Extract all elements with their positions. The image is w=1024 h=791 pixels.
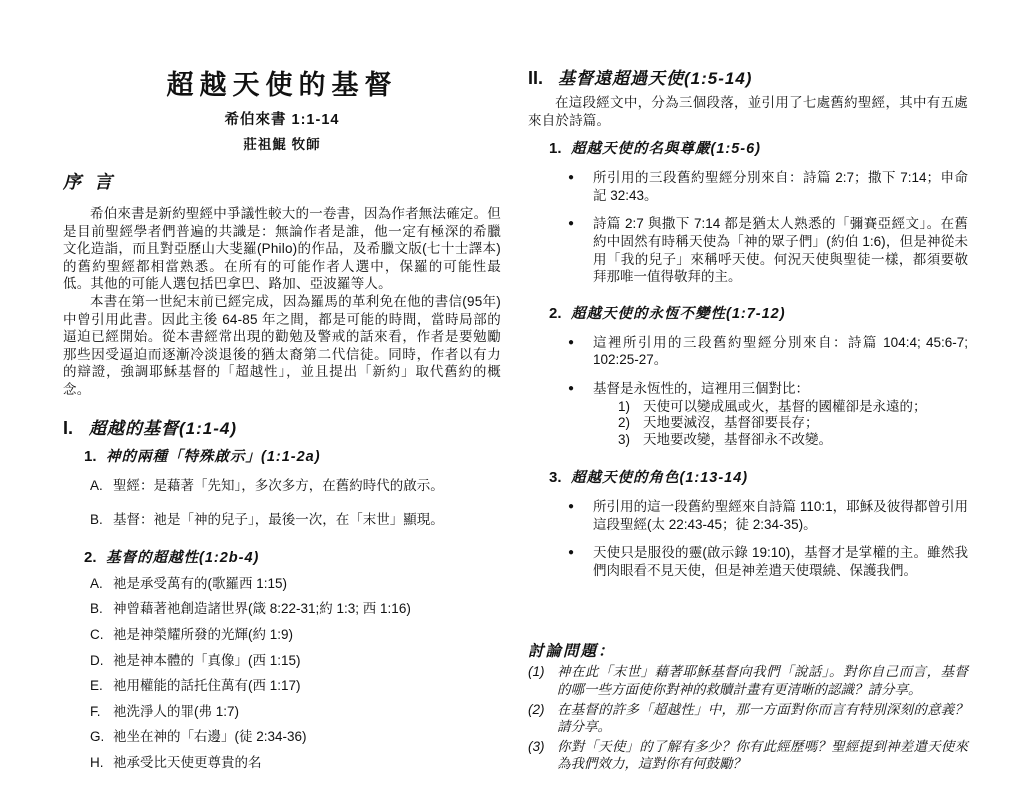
item-label: A. bbox=[90, 575, 103, 591]
subsection-1-1-number: 1. bbox=[84, 447, 97, 465]
subsection-2-3-title: 超越天使的角色(1:13-14) bbox=[571, 470, 749, 487]
question-label: (1) bbox=[528, 664, 545, 680]
list-item bbox=[90, 511, 501, 529]
discussion-heading: 討論問題： bbox=[528, 643, 616, 661]
section-1-number: I. bbox=[63, 417, 74, 438]
item-text: 祂洗淨人的罪(弗 1:7) bbox=[113, 703, 240, 719]
list-item bbox=[90, 652, 501, 670]
left-column bbox=[63, 70, 501, 772]
bullet-point bbox=[568, 334, 968, 369]
list-item bbox=[90, 575, 501, 593]
item-label: C. bbox=[90, 626, 104, 642]
list-item bbox=[90, 728, 501, 746]
bullet-text: 這裡所引用的三段舊約聖經分別來自：詩篇 104:4; 45:6-7; 102:25-27。 bbox=[593, 334, 968, 368]
bullet-icon: ● bbox=[568, 547, 575, 559]
contrast-item bbox=[618, 399, 968, 416]
subsection-2-2-number: 2. bbox=[549, 304, 562, 322]
section-1-title: 超越的基督(1:1-4) bbox=[89, 418, 238, 438]
item-label: E. bbox=[90, 678, 103, 694]
page-title: 超越天使的基督 bbox=[166, 70, 398, 100]
question-label: (3) bbox=[528, 738, 545, 754]
bullet-text: 所引用的三段舊約聖經分別來自：詩篇 2:7；撒下 7:14；申命記 32:43。 bbox=[593, 170, 968, 203]
discussion-question bbox=[528, 701, 968, 736]
contrast-label: 1) bbox=[618, 398, 631, 414]
bullet-body bbox=[593, 380, 968, 448]
bullet-text: 天使只是服役的靈(啟示錄 19:10)，基督才是掌權的主。雖然我們肉眼看不見天使，但是神差遣天使環繞、保護我們。 bbox=[593, 545, 968, 578]
bullet-icon: ● bbox=[568, 218, 575, 230]
item-label: D. bbox=[90, 652, 104, 668]
item-text: 祂是承受萬有的(歌羅西 1:15) bbox=[113, 575, 288, 591]
list-item bbox=[90, 626, 501, 644]
bullet-text: 基督是永恆性的，這裡用三個對比： bbox=[593, 380, 809, 396]
discussion-section bbox=[528, 639, 968, 773]
subsection-1-1-title: 神的兩種「特殊啟示」(1:1-2a) bbox=[106, 448, 321, 465]
item-text: 祂是神本體的「真像」(西 1:15) bbox=[113, 652, 301, 668]
list-item bbox=[90, 477, 501, 495]
preface-paragraph: 希伯來書是新約聖經中爭議性較大的一卷書，因為作者無法確定。但是目前聖經學者們普遍的共識是：無論作者是誰，他一定有極深的希臘文化造詣，而且對亞歷山大斐羅(Philo)的作品，及希臘文版(七十士譯本)的舊約聖經都相當熟悉。在所有的可能作者人選中，保羅的可能性最低。其他的可能人選包括巴拿巴、路加、亞波羅等人。 bbox=[63, 206, 501, 292]
bullet-text: 詩篇 2:7 與撒下 7:14 都是猶太人熟悉的「彌賽亞經文」。在舊約中固然有時稱天使為「神的眾子們」(約伯 1:6)，但是神從未用「我的兒子」來稱呼天使。何況天使與聖徒一樣，都須要敬拜那唯一值得敬拜的主。 bbox=[593, 216, 968, 285]
bullet-text: 所引用的這一段舊約聖經來自詩篇 110:1，耶穌及彼得都曾引用這段聖經(太 22:43-45；徒 2:34-35)。 bbox=[593, 499, 968, 532]
right-column bbox=[528, 64, 968, 773]
question-text: 在基督的許多「超越性」中，那一方面對你而言有特別深刻的意義？請分享。 bbox=[557, 701, 968, 735]
section-1-heading bbox=[63, 414, 501, 439]
question-text: 你對「天使」的了解有多少？你有此經歷嗎？聖經提到神差遣天使來為我們效力，這對你有何鼓勵？ bbox=[557, 738, 968, 772]
subsection-1-2-heading bbox=[84, 546, 501, 567]
item-text: 祂坐在神的「右邊」(徒 2:34-36) bbox=[113, 729, 307, 745]
item-text: 祂承受比天使更尊貴的名 bbox=[113, 754, 262, 770]
item-label: G. bbox=[90, 729, 105, 745]
bullet-icon: ● bbox=[568, 501, 575, 513]
question-text: 神在此「末世」藉著耶穌基督向我們「說話」。對你自己而言，基督的哪一些方面使你對神的救贖計畫有更清晰的認識？請分享。 bbox=[557, 664, 968, 697]
item-label: B. bbox=[90, 601, 103, 617]
contrast-text: 天使可以變成風或火，基督的國權卻是永遠的； bbox=[643, 398, 927, 414]
item-label: H. bbox=[90, 754, 104, 770]
item-text: 祂是神榮耀所發的光輝(約 1:9) bbox=[113, 626, 294, 642]
item-label: A. bbox=[90, 477, 103, 493]
section-2-intro: 在這段經文中，分為三個段落，並引用了七處舊約聖經，其中有五處來自於詩篇。 bbox=[528, 95, 968, 128]
subsection-1-1-heading bbox=[84, 445, 501, 466]
contrast-list bbox=[593, 399, 968, 449]
subsection-2-2-title: 超越天使的永恆不變性(1:7-12) bbox=[571, 305, 786, 322]
item-text: 神曾藉著祂創造諸世界(箴 8:22-31;約 1:3; 西 1:16) bbox=[113, 601, 411, 617]
contrast-label: 2) bbox=[618, 415, 631, 431]
contrast-item bbox=[618, 415, 968, 432]
contrast-label: 3) bbox=[618, 431, 631, 447]
item-text: 聖經：是藉著「先知」，多次多方，在舊約時代的啟示。 bbox=[113, 477, 444, 493]
bullet-icon: ● bbox=[568, 172, 575, 184]
contrast-text: 天地要改變，基督卻永不改變。 bbox=[643, 431, 832, 447]
list-item bbox=[90, 600, 501, 618]
section-2-title: 基督遠超過天使(1:5-14) bbox=[558, 69, 753, 88]
bullet-icon: ● bbox=[568, 382, 575, 394]
subsection-2-3-number: 3. bbox=[549, 469, 562, 487]
bullet-point bbox=[568, 498, 968, 533]
discussion-question bbox=[528, 738, 968, 773]
subsection-2-1-number: 1. bbox=[549, 140, 562, 158]
subsection-2-3-heading bbox=[549, 466, 968, 487]
list-item bbox=[90, 703, 501, 721]
question-label: (2) bbox=[528, 701, 545, 717]
subsection-1-2-title: 基督的超越性(1:2b-4) bbox=[106, 549, 260, 566]
section-2-heading bbox=[528, 64, 968, 89]
list-item bbox=[90, 754, 501, 772]
bullet-point bbox=[568, 544, 968, 579]
list-item bbox=[90, 677, 501, 695]
subsection-2-2-heading bbox=[549, 302, 968, 323]
preface-heading: 序 言 bbox=[63, 172, 117, 193]
subsection-1-2-number: 2. bbox=[84, 548, 97, 566]
document-header bbox=[63, 70, 501, 153]
preface-body bbox=[63, 205, 501, 399]
subsection-2-1-title: 超越天使的名與尊嚴(1:5-6) bbox=[571, 141, 762, 158]
subsection-2-1-heading bbox=[549, 137, 968, 158]
bullet-point bbox=[568, 169, 968, 204]
contrast-item bbox=[618, 432, 968, 449]
item-text: 祂用權能的話托住萬有(西 1:17) bbox=[113, 678, 301, 694]
section-2-number: II. bbox=[528, 68, 544, 88]
item-text: 基督：祂是「神的兒子」，最後一次，在「末世」顯現。 bbox=[113, 512, 444, 528]
bullet-point bbox=[568, 380, 968, 448]
bullet-icon: ● bbox=[568, 336, 575, 348]
scripture-reference: 希伯來書 1:1-14 bbox=[224, 112, 340, 129]
preface-paragraph: 本書在第一世紀末前已經完成，因為羅馬的革利免在他的書信(95年)中曾引用此書。因此主後 64-85 年之間，都是可能的時間，當時局部的逼迫已經開始。從本書經常出現的勸勉及警戒的話來看，作者是要勉勵那些因受逼迫而逐漸冷淡退後的猶太裔第二代信徒。同時，作者以有力的辯證，強調耶穌基督的「超越性」，並且提出「新約」取代舊約的概念。 bbox=[63, 294, 501, 397]
contrast-text: 天地要滅沒，基督卻要長存； bbox=[643, 415, 819, 431]
author-name: 莊祖鯤 牧師 bbox=[243, 137, 321, 153]
bullet-point bbox=[568, 215, 968, 285]
item-label: F. bbox=[90, 703, 101, 719]
item-label: B. bbox=[90, 512, 103, 528]
discussion-question bbox=[528, 663, 968, 698]
